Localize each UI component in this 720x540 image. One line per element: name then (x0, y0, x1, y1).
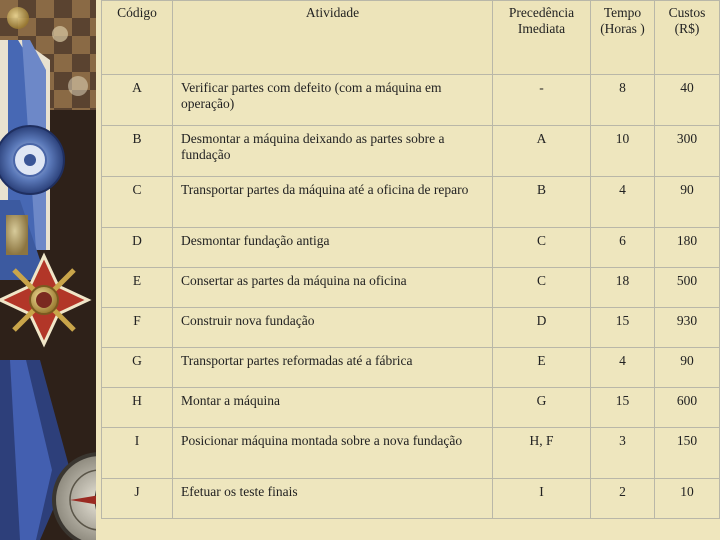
cell-tempo: 15 (591, 388, 655, 428)
cell-tempo: 6 (591, 228, 655, 268)
cell-atividade: Consertar as partes da máquina na oficina (173, 268, 493, 308)
cell-custos: 90 (655, 177, 720, 228)
cell-precedencia: - (493, 75, 591, 126)
cell-tempo: 2 (591, 479, 655, 519)
cell-codigo: D (102, 228, 173, 268)
table-row (102, 428, 720, 479)
header-tempo: Tempo (Horas ) (591, 1, 655, 75)
decorative-medals-image (0, 0, 102, 540)
table-row (102, 348, 720, 388)
cell-codigo: H (102, 388, 173, 428)
header-atividade: Atividade (173, 1, 493, 75)
cell-precedencia: H, F (493, 428, 591, 479)
cell-codigo: E (102, 268, 173, 308)
header-precedencia: Precedência Imediata (493, 1, 591, 75)
header-custos: Custos (R$) (655, 1, 720, 75)
cell-tempo: 4 (591, 348, 655, 388)
cell-precedencia: B (493, 177, 591, 228)
cell-tempo: 15 (591, 308, 655, 348)
cell-precedencia: I (493, 479, 591, 519)
table-row (102, 75, 720, 126)
table-row (102, 177, 720, 228)
cell-atividade: Construir nova fundação (173, 308, 493, 348)
cell-custos: 150 (655, 428, 720, 479)
cell-tempo: 18 (591, 268, 655, 308)
cell-precedencia: G (493, 388, 591, 428)
cell-tempo: 8 (591, 75, 655, 126)
cell-custos: 40 (655, 75, 720, 126)
cell-atividade: Desmontar fundação antiga (173, 228, 493, 268)
table-row (102, 228, 720, 268)
cell-custos: 90 (655, 348, 720, 388)
cell-tempo: 4 (591, 177, 655, 228)
cell-precedencia: D (493, 308, 591, 348)
table-header-row (102, 1, 720, 75)
cell-atividade: Transportar partes reformadas até a fábrica (173, 348, 493, 388)
cell-custos: 930 (655, 308, 720, 348)
cell-codigo: F (102, 308, 173, 348)
cell-tempo: 10 (591, 126, 655, 177)
table-row (102, 308, 720, 348)
cell-precedencia: E (493, 348, 591, 388)
table-row (102, 388, 720, 428)
cell-tempo: 3 (591, 428, 655, 479)
cell-custos: 600 (655, 388, 720, 428)
cell-codigo: B (102, 126, 173, 177)
cell-precedencia: C (493, 268, 591, 308)
cell-codigo: I (102, 428, 173, 479)
cell-codigo: A (102, 75, 173, 126)
medals-illustration (0, 0, 102, 540)
cell-atividade: Verificar partes com defeito (com a máquina em operação) (173, 75, 493, 126)
cell-codigo: C (102, 177, 173, 228)
cell-precedencia: A (493, 126, 591, 177)
cell-custos: 300 (655, 126, 720, 177)
cell-atividade: Transportar partes da máquina até a oficina de reparo (173, 177, 493, 228)
cell-atividade: Posicionar máquina montada sobre a nova fundação (173, 428, 493, 479)
cell-custos: 180 (655, 228, 720, 268)
cell-codigo: G (102, 348, 173, 388)
table-row (102, 479, 720, 519)
cell-custos: 10 (655, 479, 720, 519)
cell-precedencia: C (493, 228, 591, 268)
cell-atividade: Efetuar os teste finais (173, 479, 493, 519)
table-row (102, 268, 720, 308)
activity-table (101, 0, 720, 519)
cell-atividade: Montar a máquina (173, 388, 493, 428)
cell-atividade: Desmontar a máquina deixando as partes sobre a fundação (173, 126, 493, 177)
table-row (102, 126, 720, 177)
header-codigo: Código (102, 1, 173, 75)
cell-custos: 500 (655, 268, 720, 308)
cell-codigo: J (102, 479, 173, 519)
